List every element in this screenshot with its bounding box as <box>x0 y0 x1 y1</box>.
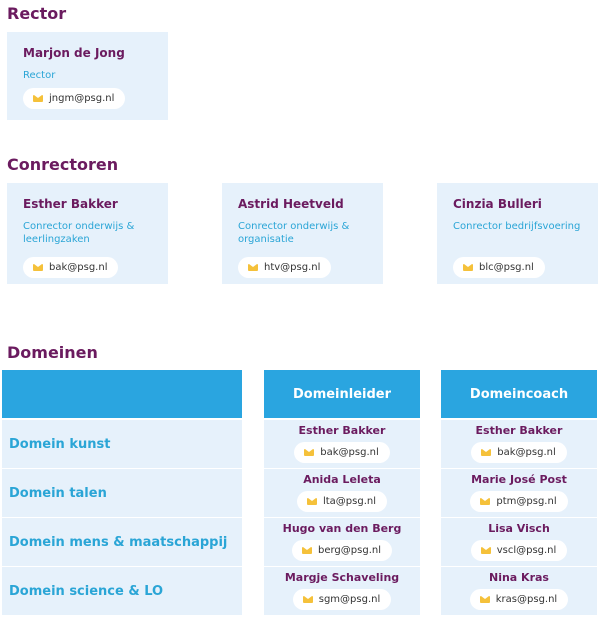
table-header-domeincoach: Domeincoach <box>441 370 597 418</box>
email-text: htv@psg.nl <box>264 262 321 273</box>
domein-cell: Domein science & LO <box>2 567 242 615</box>
card-role: Conrector onderwijs & organisatie <box>238 221 350 245</box>
domeincoach-cell <box>441 518 597 566</box>
email-link[interactable] <box>297 491 387 512</box>
person-name: Hugo van den Berg <box>282 522 402 535</box>
domeinleider-cell <box>264 469 420 517</box>
person-name: Nina Kras <box>489 571 549 584</box>
envelope-icon <box>481 547 491 554</box>
domein-cell: Domein mens & maatschappij <box>2 518 242 566</box>
domeinen-heading: Domeinen <box>7 343 98 362</box>
card-role: Rector <box>23 70 56 81</box>
card-role: Conrector onderwijs & leerlingzaken <box>23 221 135 245</box>
domeincoach-cell <box>441 420 597 468</box>
email-text: jngm@psg.nl <box>49 93 115 104</box>
conrectoren-heading: Conrectoren <box>7 155 119 174</box>
domeinleider-cell <box>264 518 420 566</box>
envelope-icon <box>481 449 491 456</box>
email-text: bak@psg.nl <box>49 262 108 273</box>
conrector-card <box>222 183 383 284</box>
email-link[interactable] <box>238 257 331 278</box>
conrector-card <box>7 183 168 284</box>
email-link[interactable] <box>293 589 392 610</box>
email-text: bak@psg.nl <box>497 447 556 458</box>
email-link[interactable] <box>23 257 118 278</box>
email-text: ptm@psg.nl <box>496 496 557 507</box>
person-name: Lisa Visch <box>488 522 550 535</box>
domeinleider-cell <box>264 567 420 615</box>
table-header-domein <box>2 370 242 418</box>
card-role: Conrector bedrijfsvoering <box>453 221 581 232</box>
email-text: sgm@psg.nl <box>318 594 381 605</box>
envelope-icon <box>33 264 43 271</box>
domein-cell: Domein talen <box>2 469 242 517</box>
email-link[interactable] <box>292 540 392 561</box>
envelope-icon <box>480 596 490 603</box>
email-text: lta@psg.nl <box>322 496 377 507</box>
person-name: Margje Schaveling <box>284 571 400 584</box>
person-name: Marie José Post <box>471 473 567 486</box>
email-link[interactable] <box>23 88 125 109</box>
rector-card <box>7 32 168 120</box>
domeincoach-cell <box>441 567 597 615</box>
email-link[interactable] <box>471 442 566 463</box>
card-name: Marjon de Jong <box>23 46 125 60</box>
envelope-icon <box>463 264 473 271</box>
domein-cell: Domein kunst <box>2 420 242 468</box>
envelope-icon <box>304 449 314 456</box>
email-text: berg@psg.nl <box>318 545 381 556</box>
rector-heading: Rector <box>7 4 67 23</box>
envelope-icon <box>248 264 258 271</box>
envelope-icon <box>307 498 317 505</box>
domeinleider-cell <box>264 420 420 468</box>
conrector-card <box>437 183 598 284</box>
envelope-icon <box>303 596 313 603</box>
card-name: Cinzia Bulleri <box>453 197 542 211</box>
card-name: Astrid Heetveld <box>238 197 344 211</box>
envelope-icon <box>302 547 312 554</box>
table-header-domeinleider: Domeinleider <box>264 370 420 418</box>
email-text: blc@psg.nl <box>479 262 534 273</box>
email-link[interactable] <box>470 491 567 512</box>
envelope-icon <box>480 498 490 505</box>
person-name: Esther Bakker <box>298 424 386 437</box>
email-link[interactable] <box>453 257 545 278</box>
person-name: Anida Leleta <box>303 473 381 486</box>
email-link[interactable] <box>294 442 389 463</box>
email-link[interactable] <box>471 540 568 561</box>
email-text: kras@psg.nl <box>495 594 558 605</box>
envelope-icon <box>33 95 43 102</box>
email-link[interactable] <box>470 589 568 610</box>
email-text: bak@psg.nl <box>320 447 379 458</box>
card-name: Esther Bakker <box>23 197 118 211</box>
person-name: Esther Bakker <box>475 424 563 437</box>
domeincoach-cell <box>441 469 597 517</box>
email-text: vscl@psg.nl <box>496 545 557 556</box>
